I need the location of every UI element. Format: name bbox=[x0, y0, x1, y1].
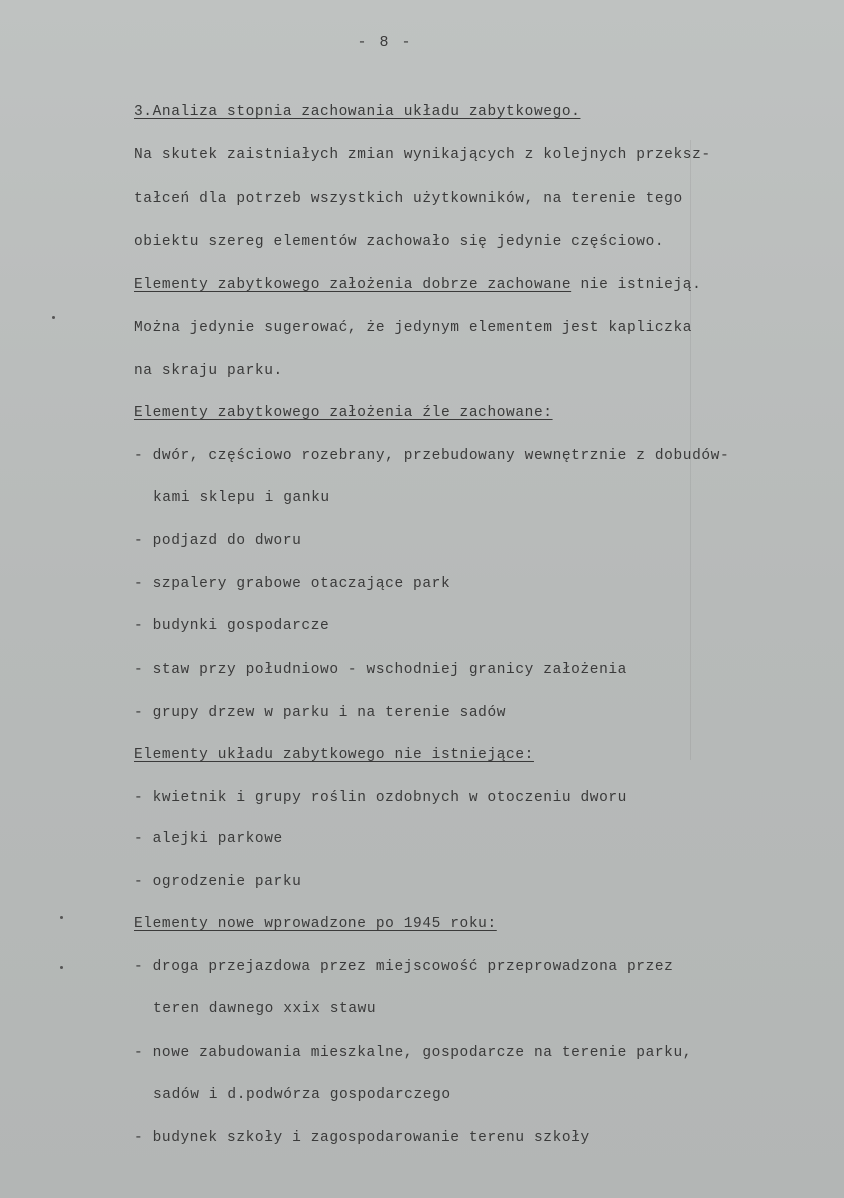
list-item: - nowe zabudowania mieszkalne, gospodarcze na terenie parku, bbox=[134, 1045, 693, 1061]
list-item: sadów i d.podwórza gospodarczego bbox=[153, 1087, 451, 1103]
well-preserved-text: Można jedynie sugerować, że jedynym elementem jest kapliczka bbox=[134, 320, 693, 336]
list-item: - szpalery grabowe otaczające park bbox=[134, 576, 451, 592]
new-elements-label: Elementy nowe wprowadzone po 1945 roku: bbox=[134, 916, 497, 932]
well-preserved-rest: nie istnieją. bbox=[571, 277, 702, 293]
speck bbox=[52, 316, 55, 319]
list-item: - budynki gospodarcze bbox=[134, 618, 330, 634]
intro-line: obiektu szereg elementów zachowało się jedynie częściowo. bbox=[134, 234, 665, 250]
page-number: - 8 - bbox=[357, 34, 413, 51]
intro-line: Na skutek zaistniałych zmian wynikających z kolejnych przeksz- bbox=[134, 147, 711, 163]
well-preserved-line bbox=[134, 275, 701, 295]
list-item: - dwór, częściowo rozebrany, przebudowany wewnętrznie z dobudów- bbox=[134, 448, 730, 464]
speck bbox=[60, 966, 63, 969]
speck bbox=[60, 916, 63, 919]
list-item: - grupy drzew w parku i na terenie sadów bbox=[134, 705, 507, 721]
well-preserved-label: Elementy zabytkowego założenia dobrze zachowane bbox=[134, 277, 572, 293]
list-item: - alejki parkowe bbox=[134, 831, 283, 847]
non-existing-label: Elementy układu zabytkowego nie istniejące: bbox=[134, 747, 534, 763]
intro-line: tałceń dla potrzeb wszystkich użytkowników, na terenie tego bbox=[134, 191, 683, 207]
list-item: - droga przejazdowa przez miejscowość przeprowadzona przez bbox=[134, 959, 674, 975]
list-item: kami sklepu i ganku bbox=[153, 490, 330, 506]
list-item: - staw przy południowo - wschodniej granicy założenia bbox=[134, 662, 627, 678]
poorly-preserved-label: Elementy zabytkowego założenia źle zachowane: bbox=[134, 405, 553, 421]
list-item: teren dawnego xxix stawu bbox=[153, 1001, 377, 1017]
well-preserved-text: na skraju parku. bbox=[134, 363, 283, 379]
list-item: - ogrodzenie parku bbox=[134, 874, 302, 890]
list-item: - kwietnik i grupy roślin ozdobnych w otoczeniu dworu bbox=[134, 790, 627, 806]
section-title: 3.Analiza stopnia zachowania układu zabytkowego. bbox=[134, 104, 581, 120]
list-item: - budynek szkoły i zagospodarowanie terenu szkoły bbox=[134, 1130, 590, 1146]
list-item: - podjazd do dworu bbox=[134, 533, 302, 549]
